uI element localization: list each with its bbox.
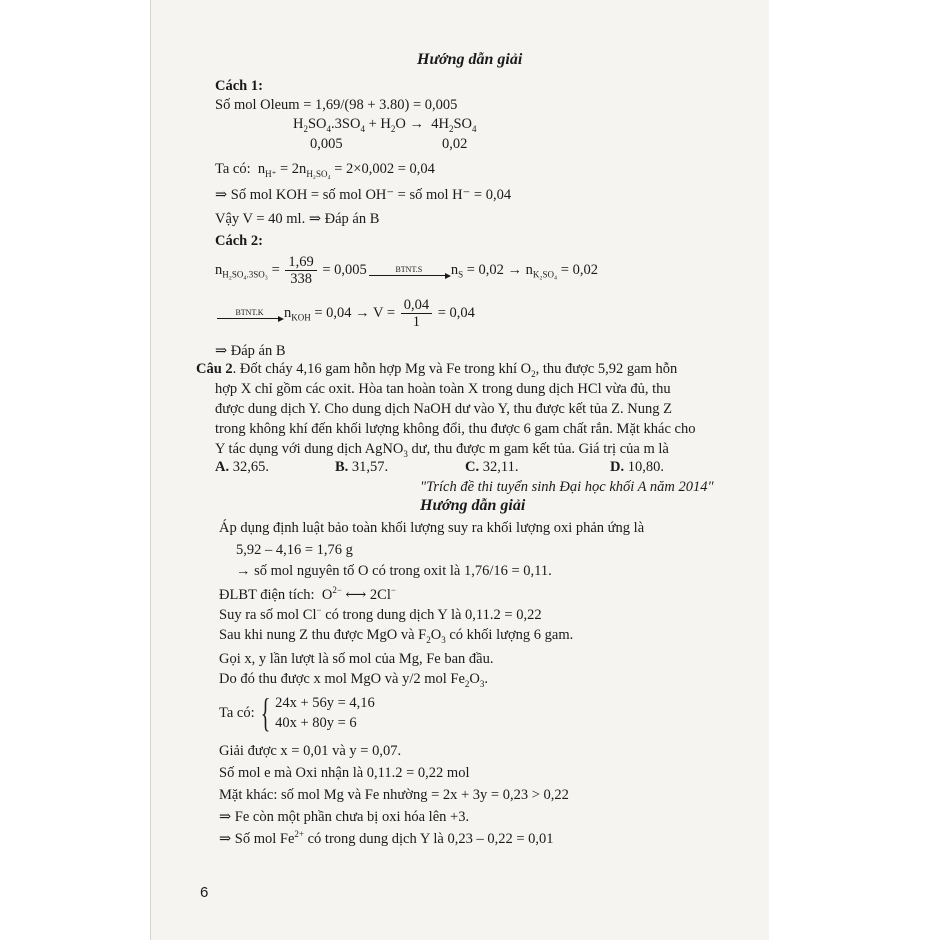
- reaction-equation: $H_2SO_4.3SO_4 + H_2O \to 4H_2SO_4$: [293, 116, 477, 134]
- text-line: Số mol Oleum = 1,69/(98 + 3.80) = 0,005: [215, 97, 458, 113]
- question-text: được dung dịch Y. Cho dung dịch NaOH dư vào Y, thu được kết tủa Z. Nung Z: [215, 401, 672, 417]
- equation-system: Ta có: { 24x + 56y = 4,16 40x + 80y = 6: [219, 690, 375, 735]
- option-d: D. 10,80.: [610, 459, 664, 475]
- question-text: Y tác dụng với dung dịch AgNO$_3$ dư, thu được m gam kết tủa. Giá trị của m là: [215, 441, 669, 459]
- method-2-label: Cách 2:: [215, 233, 263, 249]
- text-line: → số mol nguyên tố O có trong oxit là 1,76/16 = 0,11.: [236, 563, 552, 579]
- section-heading-1: Hướng dẫn giải: [417, 51, 523, 68]
- formula-line: $n_{H_2SO_4.3SO_3}$ = $\frac{1,69}{338}$ = 0,005 BTNT.S $n_S = 0,02 \to n_{K_2SO_4} = 0,02$: [215, 254, 598, 287]
- text-line: Sau khi nung Z thu được MgO và $F_2O_3$ có khối lượng 6 gam.: [219, 627, 574, 645]
- question-text: Câu 2. Đốt cháy 4,16 gam hỗn hợp Mg và Fe trong khí $O_2$, thu được 5,92 gam hỗn: [196, 361, 678, 379]
- source-citation: "Trích đề thi tuyển sinh Đại học khối A năm 2014": [420, 479, 714, 495]
- section-heading-2: Hướng dẫn giải: [420, 497, 526, 514]
- text-line: ⇒ Fe còn một phần chưa bị oxi hóa lên +3.: [219, 809, 470, 825]
- option-c: C. 32,11.: [465, 459, 519, 475]
- text-line: Do đó thu được x mol MgO và y/2 mol $Fe_2O_3$.: [219, 671, 489, 689]
- text-line: Suy ra số mol Cl− có trong dung dịch Y là 0,11.2 = 0,22: [219, 605, 542, 623]
- text-line: ⇒ Đáp án B: [215, 343, 286, 359]
- question-text: trong không khí đến khối lượng không đổi, thu được 6 gam chất rắn. Mặt khác cho: [215, 421, 696, 437]
- text-line: Vậy V = 40 ml. ⇒ Đáp án B: [215, 211, 380, 227]
- text-line: Ta có: $n_{H^+} = 2n_{H_2SO_4} = 2\times 0,002 = 0,04$: [215, 161, 435, 179]
- text-line: ⇒ Số mol $Fe^{2+}$ có trong dung dịch Y là 0,23 – 0,22 = 0,01: [219, 829, 554, 847]
- text-line: 5,92 – 4,16 = 1,76 g: [236, 542, 353, 558]
- text-line: Giải được x = 0,01 và y = 0,07.: [219, 743, 402, 759]
- text-line: Áp dụng định luật bảo toàn khối lượng suy ra khối lượng oxi phản ứng là: [219, 520, 645, 536]
- question-text: hợp X chỉ gồm các oxit. Hòa tan hoàn toàn X trong dung dịch HCl vừa đủ, thu: [215, 381, 671, 397]
- mole-value: 0,02: [442, 136, 468, 152]
- text-line: Mặt khác: số mol Mg và Fe nhường = 2x + 3y = 0,23 > 0,22: [219, 787, 569, 803]
- method-1-label: Cách 1:: [215, 78, 263, 94]
- option-b: B. 31,57.: [335, 459, 389, 475]
- text-line: ĐLBT điện tích: $O^{2-}$ ⟷ 2Cl−: [219, 585, 396, 603]
- formula-line: BTNT.K $n_{KOH} = 0,04 \to V$ = $\frac{0,04}{1}$ = 0,04: [215, 297, 475, 330]
- mole-value: 0,005: [310, 136, 343, 152]
- text-line: ⇒ Số mol KOH = số mol OH⁻ = số mol H⁻ = 0,04: [215, 187, 512, 203]
- option-a: A. 32,65.: [215, 459, 269, 475]
- page-number: 6: [200, 884, 209, 901]
- text-line: Gọi x, y lần lượt là số mol của Mg, Fe ban đầu.: [219, 651, 494, 667]
- question-label: Câu 2: [196, 361, 233, 377]
- text-line: Số mol e mà Oxi nhận là 0,11.2 = 0,22 mol: [219, 765, 470, 781]
